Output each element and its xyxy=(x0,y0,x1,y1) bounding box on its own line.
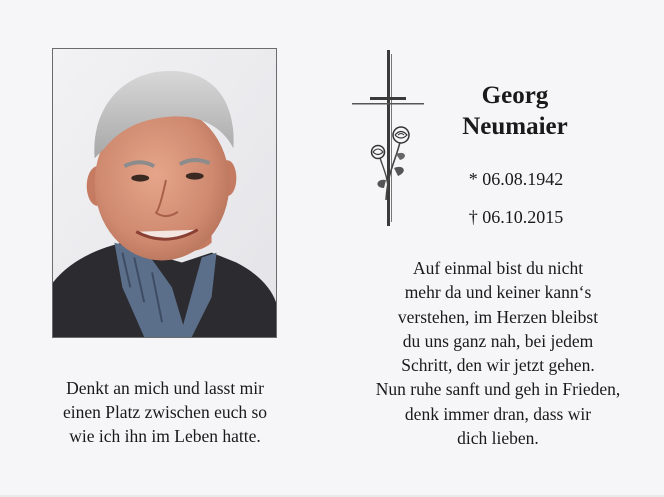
left-verse xyxy=(20,376,310,448)
right-verse xyxy=(350,256,646,450)
left-verse-line: einen Platz zwischen euch so xyxy=(62,402,268,422)
right-verse-line: verstehen, im Herzen bleibst xyxy=(397,306,599,327)
life-dates xyxy=(446,160,586,236)
right-verse-line: Nun ruhe sanft und geh in Frieden, xyxy=(375,379,621,400)
deceased-name xyxy=(440,80,590,142)
first-name: Georg xyxy=(481,82,549,109)
left-verse-line: Denkt an mich und lasst mir xyxy=(66,378,264,398)
right-verse-line: Schritt, den wir jetzt gehen. xyxy=(401,355,595,376)
portrait-photo xyxy=(52,48,277,338)
right-verse-line: Auf einmal bist du nicht xyxy=(412,258,584,278)
left-verse-line: wie ich ihn im Leben hatte. xyxy=(69,426,261,446)
death-date: † 06.10.2015 xyxy=(468,207,564,227)
cross-with-rose-icon xyxy=(350,50,430,226)
right-verse-line: du uns ganz nah, bei jedem xyxy=(402,330,594,351)
last-name: Neumaier xyxy=(462,113,568,140)
right-verse-line: dich lieben. xyxy=(457,428,539,449)
right-verse-line: mehr da und keiner kann‘s xyxy=(404,282,592,303)
right-verse-line: denk immer dran, dass wir xyxy=(404,403,592,424)
birth-date: * 06.08.1942 xyxy=(468,169,564,189)
